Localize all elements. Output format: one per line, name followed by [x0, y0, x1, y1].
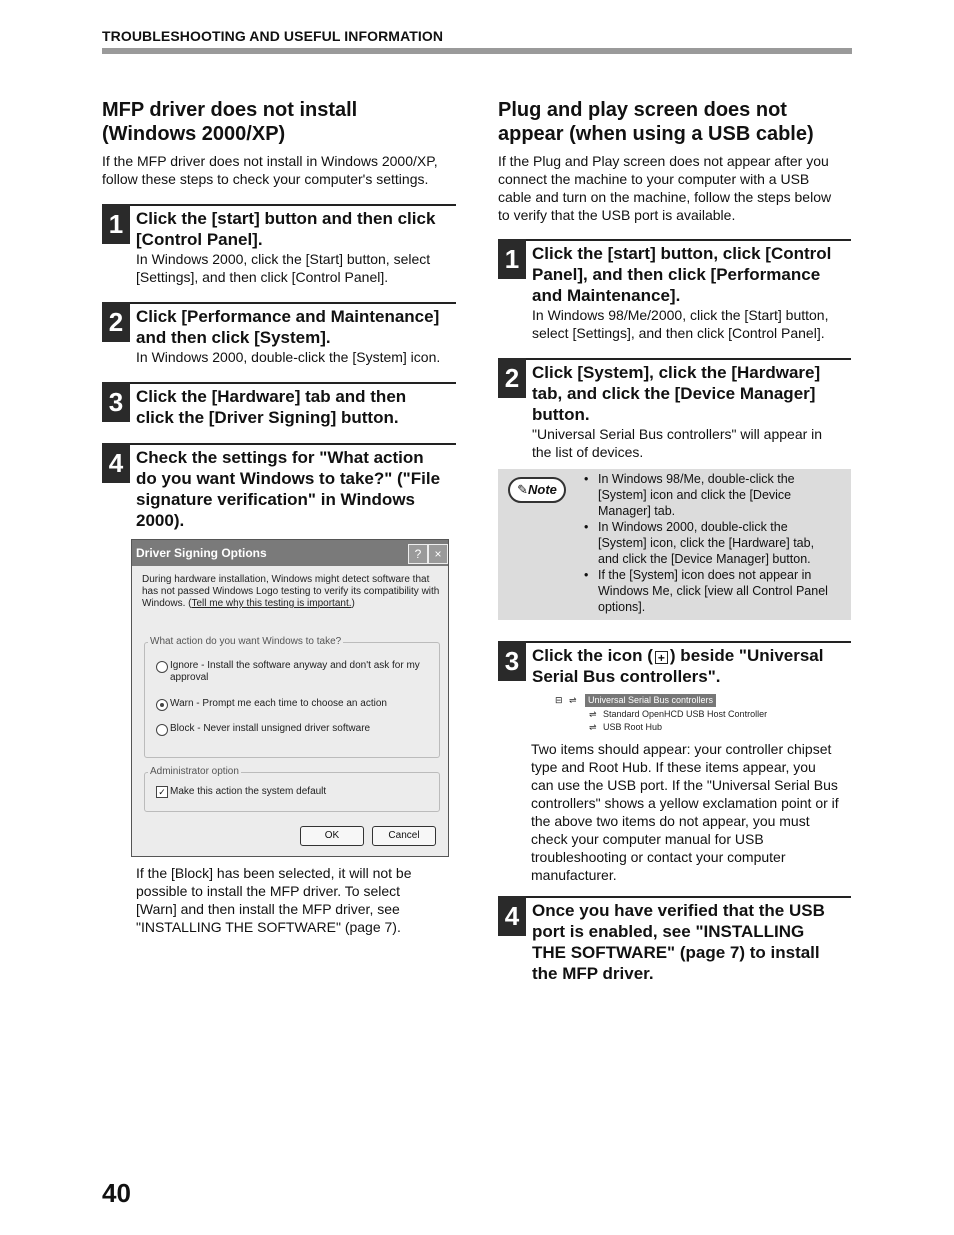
left-after-dialog-text: [136, 864, 456, 936]
step-body: [532, 425, 822, 461]
usb-device-tree: [555, 692, 785, 736]
step-number: 3: [498, 641, 526, 681]
text-line: [Warn] and then install the MFP driver, see: [136, 901, 400, 917]
ok-button[interactable]: OK: [300, 826, 364, 846]
step-title-line: port is enabled, see "INSTALLING: [532, 922, 805, 941]
note-item: [584, 471, 840, 519]
step-title-line: tab, and click the [Device Manager]: [532, 384, 816, 403]
step-title-line: signature verification" in Windows: [136, 490, 415, 509]
text-line: Two items should appear: your controller chipset: [531, 741, 832, 757]
option-warn-label: Warn - Prompt me each time to choose an action: [170, 698, 387, 709]
usb-icon: ⇌: [589, 709, 597, 719]
radio-ignore[interactable]: [156, 661, 168, 673]
step-title: [532, 243, 831, 306]
note-line: [System] icon and click the [Device: [598, 488, 792, 502]
step-title-line: Serial Bus controllers".: [532, 667, 721, 686]
step-title-line: Check the settings for "What action: [136, 448, 424, 467]
admin-checkbox-label: Make this action the system default: [170, 786, 327, 797]
step-number: 4: [102, 443, 130, 483]
step-title-line: and Maintenance].: [532, 286, 681, 305]
step-number: 1: [102, 204, 130, 244]
step-title-line: Click the icon (: [532, 646, 653, 665]
left-intro-line2: follow these steps to check your computer's settings.: [102, 171, 429, 187]
step-body: [136, 348, 440, 366]
note-line: In Windows 98/Me, double-click the: [598, 472, 795, 486]
step-body-line: "Universal Serial Bus controllers" will appear in: [532, 426, 823, 442]
note-line: options].: [598, 600, 646, 614]
note-line: Manager] tab.: [598, 504, 676, 518]
option-block-label: Block - Never install unsigned driver software: [170, 723, 371, 734]
step-body-line: the list of devices.: [532, 444, 644, 460]
text-line: "INSTALLING THE SOFTWARE" (page 7).: [136, 919, 401, 935]
note-item: [584, 519, 840, 567]
radio-warn[interactable]: [156, 699, 168, 711]
step-rule: [526, 896, 851, 898]
admin-group-legend: Administrator option: [150, 766, 239, 777]
step-rule: [130, 443, 456, 445]
step-title-line: the MFP driver.: [532, 964, 654, 983]
text-line: can use the USB port. If the "Universal Serial Bus: [531, 777, 838, 793]
right-title-line1: Plug and play screen does not: [498, 99, 787, 121]
step-title-line: Click the [Hardware] tab and then: [136, 387, 407, 406]
right-intro-line: cable and turn on the machine, follow the steps below: [498, 189, 832, 205]
note-item: [584, 567, 840, 615]
step-title-line: Click the [start] button and then click: [136, 209, 436, 228]
right-title-line2: appear (when using a USB cable): [498, 123, 814, 145]
step-title-line: and then click [System].: [136, 328, 331, 347]
step-number: 3: [102, 382, 130, 422]
tree-child-root-hub[interactable]: USB Root Hub: [603, 722, 663, 732]
dialog-desc-line: ): [351, 598, 355, 609]
dialog-desc-line: has not passed Windows Logo testing to verify its compatibility with: [142, 586, 440, 597]
admin-checkbox[interactable]: ✓: [156, 786, 168, 798]
step-body: [532, 306, 828, 342]
dialog-desc-line: During hardware installation, Windows might detect software that: [142, 574, 430, 585]
step-rule: [526, 641, 851, 643]
note-box: [498, 469, 851, 620]
left-section-title: [102, 98, 357, 146]
option-line: approval: [170, 672, 209, 683]
note-list: [584, 471, 840, 615]
step-rule: [130, 204, 456, 206]
right-step3-body: [531, 740, 853, 884]
step-title-line: Click [System], click the [Hardware]: [532, 363, 821, 382]
text-line: possible to install the MFP driver. To select: [136, 883, 401, 899]
step-title-line: Once you have verified that the USB: [532, 901, 825, 920]
note-line: In Windows 2000, double-click the: [598, 520, 788, 534]
dialog-description: [142, 574, 442, 610]
text-line: the above two items do not appear, you must: [531, 813, 810, 829]
right-intro: [498, 152, 852, 224]
step-number: 2: [102, 302, 130, 342]
step-number: 4: [498, 896, 526, 936]
left-intro: [102, 152, 438, 188]
cancel-button[interactable]: Cancel: [372, 826, 436, 846]
running-header: TROUBLESHOOTING AND USEFUL INFORMATION: [102, 28, 444, 44]
text-line: type and Root Hub. If these items appear, you: [531, 759, 816, 775]
note-line: [System] icon, click the [Hardware] tab,: [598, 536, 815, 550]
step-title: [532, 645, 824, 687]
step-title-line: THE SOFTWARE" (page 7) to install: [532, 943, 820, 962]
step-title: [532, 362, 820, 425]
text-line: If the [Block] has been selected, it will not be: [136, 865, 412, 881]
step-title: [136, 306, 439, 348]
step-body-line: In Windows 2000, double-click the [System] icon.: [136, 349, 441, 365]
tree-root-selected[interactable]: Universal Serial Bus controllers: [585, 694, 716, 707]
step-title: [136, 386, 406, 428]
right-section-title: [498, 98, 814, 146]
dialog-title-bar: [132, 540, 448, 566]
page-number: 40: [102, 1178, 131, 1208]
note-line: Windows Me, click [view all Control Panel: [598, 584, 828, 598]
step-number: 2: [498, 358, 526, 398]
pencil-icon: ✎: [517, 482, 528, 497]
note-line: If the [System] icon does not appear in: [598, 568, 812, 582]
step-rule: [526, 239, 851, 241]
left-title-line1: MFP driver does not install: [102, 99, 358, 121]
step-rule: [130, 382, 456, 384]
left-title-line2: (Windows 2000/XP): [102, 123, 286, 145]
step-title-line: 2000).: [136, 511, 185, 530]
step-body-line: select [Settings], and then click [Control Panel].: [532, 325, 825, 341]
step-body: [136, 250, 430, 286]
step-body-line: [Settings], and then click [Control Panel].: [136, 269, 389, 285]
step-title-line: do you want Windows to take?" ("File: [136, 469, 441, 488]
help-icon[interactable]: ?: [408, 544, 428, 564]
step-rule: [130, 302, 456, 304]
step-rule: [526, 358, 851, 360]
step-title: [532, 900, 825, 984]
driver-signing-dialog-screenshot: [131, 539, 449, 857]
right-intro-line: If the Plug and Play screen does not appear after you: [498, 153, 829, 169]
step-title-line: button.: [532, 405, 590, 424]
step-title-line: click the [Driver Signing] button.: [136, 408, 399, 427]
note-label: Note: [528, 482, 557, 497]
option-ignore-label: [170, 660, 432, 684]
collapse-icon[interactable]: ⊟: [555, 695, 563, 705]
left-intro-line1: If the MFP driver does not install in Windows 2000/XP,: [102, 153, 438, 169]
note-badge: [508, 477, 566, 503]
step-body-line: In Windows 2000, click the [Start] button, select: [136, 251, 431, 267]
note-line: and click the [Device Manager] button.: [598, 552, 811, 566]
close-icon[interactable]: ×: [428, 544, 448, 564]
step-body-line: In Windows 98/Me/2000, click the [Start] button,: [532, 307, 829, 323]
why-testing-link[interactable]: Tell me why this testing is important.: [191, 598, 352, 609]
action-group-legend: What action do you want Windows to take?: [150, 636, 342, 647]
right-intro-line: to verify that the USB port is available.: [498, 207, 736, 223]
text-line: troubleshooting or contact your computer: [531, 849, 786, 865]
step-title-line: Panel], and then click [Performance: [532, 265, 821, 284]
tree-child-host-controller[interactable]: Standard OpenHCD USB Host Controller: [603, 709, 768, 719]
text-line: controllers" shows a yellow exclamation point or if: [531, 795, 839, 811]
step-title-line: Click [Performance and Maintenance]: [136, 307, 440, 326]
right-intro-line: connect the machine to your computer with a USB: [498, 171, 810, 187]
usb-icon: ⇌: [589, 722, 597, 732]
header-rule: [102, 48, 852, 54]
expand-plus-icon: +: [655, 651, 668, 664]
text-line: check your computer manual for USB: [531, 831, 764, 847]
dialog-desc-line: Windows. (: [142, 598, 192, 609]
radio-block[interactable]: [156, 724, 168, 736]
step-title-line: ) beside "Universal: [669, 646, 824, 665]
text-line: manufacturer.: [531, 867, 617, 883]
option-line: Ignore - Install the software anyway and don't ask for my: [170, 660, 420, 671]
step-title-line: [Control Panel].: [136, 230, 263, 249]
step-number: 1: [498, 239, 526, 279]
step-title-line: Click the [start] button, click [Control: [532, 244, 832, 263]
dialog-title: Driver Signing Options: [136, 546, 267, 560]
usb-icon: ⇌: [569, 695, 577, 705]
step-title: [136, 208, 435, 250]
step-title: [136, 447, 440, 531]
